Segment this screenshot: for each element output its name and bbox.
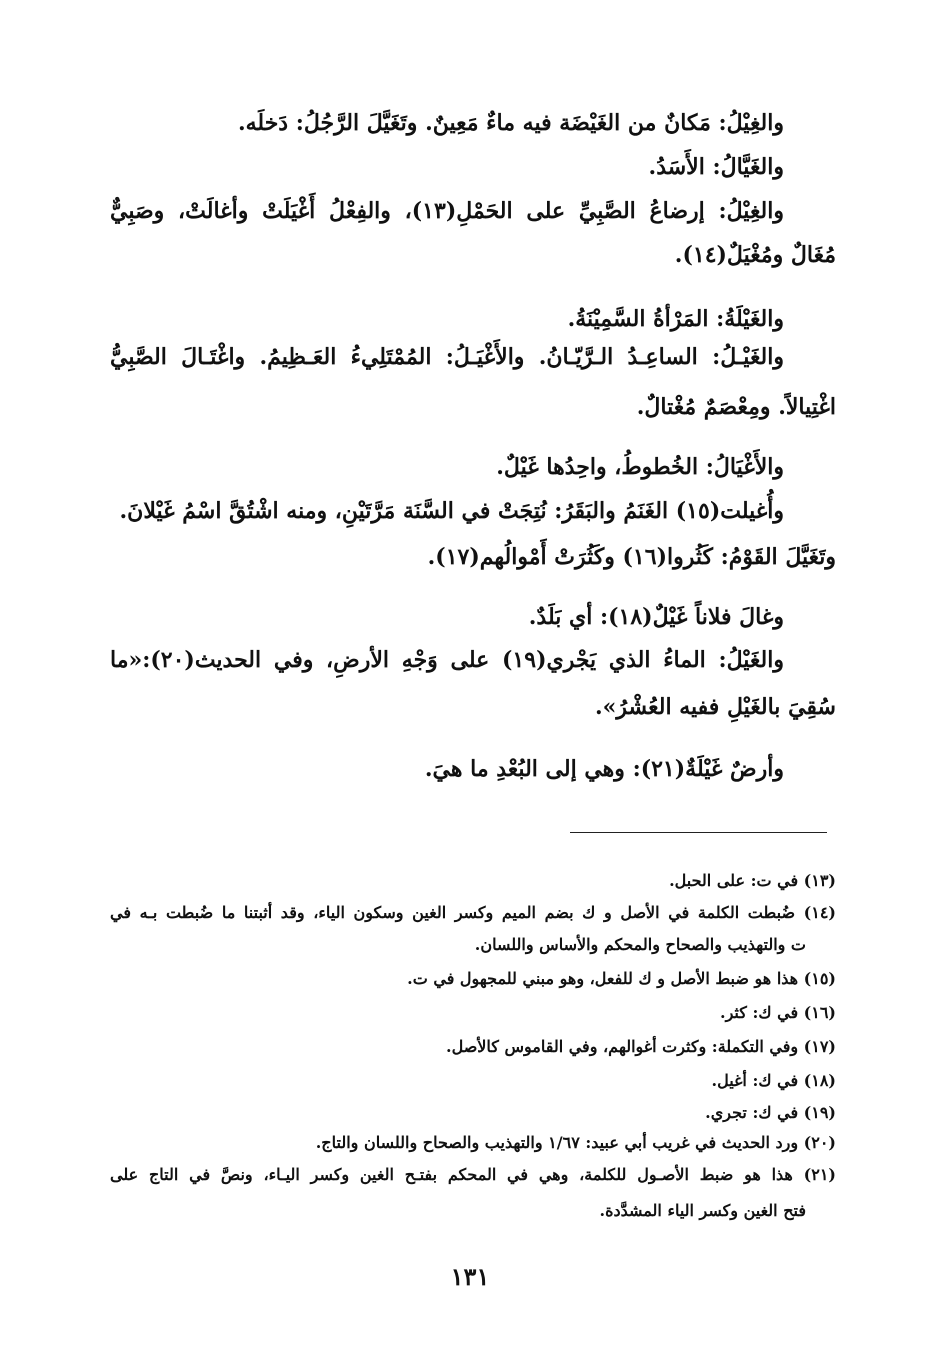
body-line-9: وأُغيلت(١٥) الغَنَمُ والبَقَرُ: نُتِجَتْ في السَّنَة مَرَّتَيْنِ، ومنه اشْتُقَّ اسْمُ غَيْلانَ. [119, 498, 784, 524]
footnote-14: (١٤) ضُبطت الكلمة في الأصل و ك بضم الميم وكسر الغين وسكون الياء، وقد أثبتنا ما ضُبطت بـه في [110, 903, 836, 922]
body-line-5: والغَيْلَةُ: المَرْأةُ السَّمِيْنَةُ. [567, 306, 784, 332]
footnote-13: (١٣) في ت: على الحبل. [669, 871, 836, 890]
body-line-8: والأَغْيَالُ: الخُطوطُ، واحِدُها غَيْلٌ. [496, 454, 784, 480]
body-line-7: اغْتِيالاً. ومِعْصَمٌ مُغْتالٌ. [636, 394, 836, 420]
body-line-12: والغَيْلُ: الماءُ الذي يَجْري(١٩) على وَجْهِ الأرضِ، وفي الحديث(٢٠):«ما [110, 647, 784, 673]
footnote-15: (١٥) هذا هو ضبط الأصل و ك للفعل، وهو مبني للمجهول في ت. [407, 969, 836, 988]
body-line-6: والغَيْـلُ: الساعِـدُ الـرَّيّـانُ. والأَغْيَـلُ: المُمْتَلِيءُ العَـظِيمُ. واغْتَـالَ الصَّبِيُّ [110, 344, 784, 370]
body-line-14: وأرضٌ غَيْلَةٌ(٢١): وهي إلى البُعْدِ ما هيَ. [424, 756, 784, 782]
footnote-18: (١٨) في ك: أغيل. [711, 1071, 836, 1090]
body-line-10: وتَغَيَّلَ القَوْمُ: كَثُروا(١٦) وكَثُرَتْ أَمْوالُهم(١٧). [427, 544, 836, 570]
footnote-17: (١٧) وفي التكملة: وكثرت أغوالهم، وفي القاموس كالأصل. [446, 1037, 836, 1056]
body-line-13: سُقِيَ بالغَيْلِ ففيه العُشْرُ». [594, 694, 836, 720]
footnote-divider [570, 832, 827, 833]
body-line-11: وغالَ فلاناً غَيْلٌ(١٨): أي بَلَدٌ. [528, 604, 784, 630]
footnote-19: (١٩) في ك: تجري. [705, 1103, 836, 1122]
footnote-21: (٢١) هذا هو ضبط الأصـول للكلمة، وهي في المحكم بفتـح الغين وكسر اليـاء، ونصَّ في التاج على [110, 1165, 836, 1184]
body-line-4: مُغَالٌ ومُغْيَلٌ(١٤). [674, 242, 836, 268]
body-line-1: والغِيْلُ: مَكانٌ من الغَيْضَة فيه ماءٌ مَعِينٌ. وتَغَيَّلَ الرَّجُلُ: دَخلَه. [237, 110, 784, 136]
footnote-20: (٢٠) ورد الحديث في غريب أبي عبيد: ١/٦٧ والتهذيب والصحاح واللسان والتاج. [315, 1133, 836, 1152]
footnote-16: (١٦) في ك: كثر. [720, 1003, 836, 1022]
body-line-3: والغِيْلُ: إرضاعُ الصَّبِيِّ على الحَمْلِ(١٣)، والفِعْلُ أَغْيَلَتْ وأغالَتْ، وصَبِيٌّ [110, 198, 784, 224]
page-number: ١٣١ [450, 1262, 490, 1291]
footnote-21-cont: فتح الغين وكسر الياء المشدَّدة. [599, 1201, 806, 1220]
footnote-14-cont: ت والتهذيب والصحاح والمحكم والأساس واللسان. [474, 935, 806, 954]
body-line-2: والغَيَّالُ: الأَسَدُ. [648, 154, 784, 180]
